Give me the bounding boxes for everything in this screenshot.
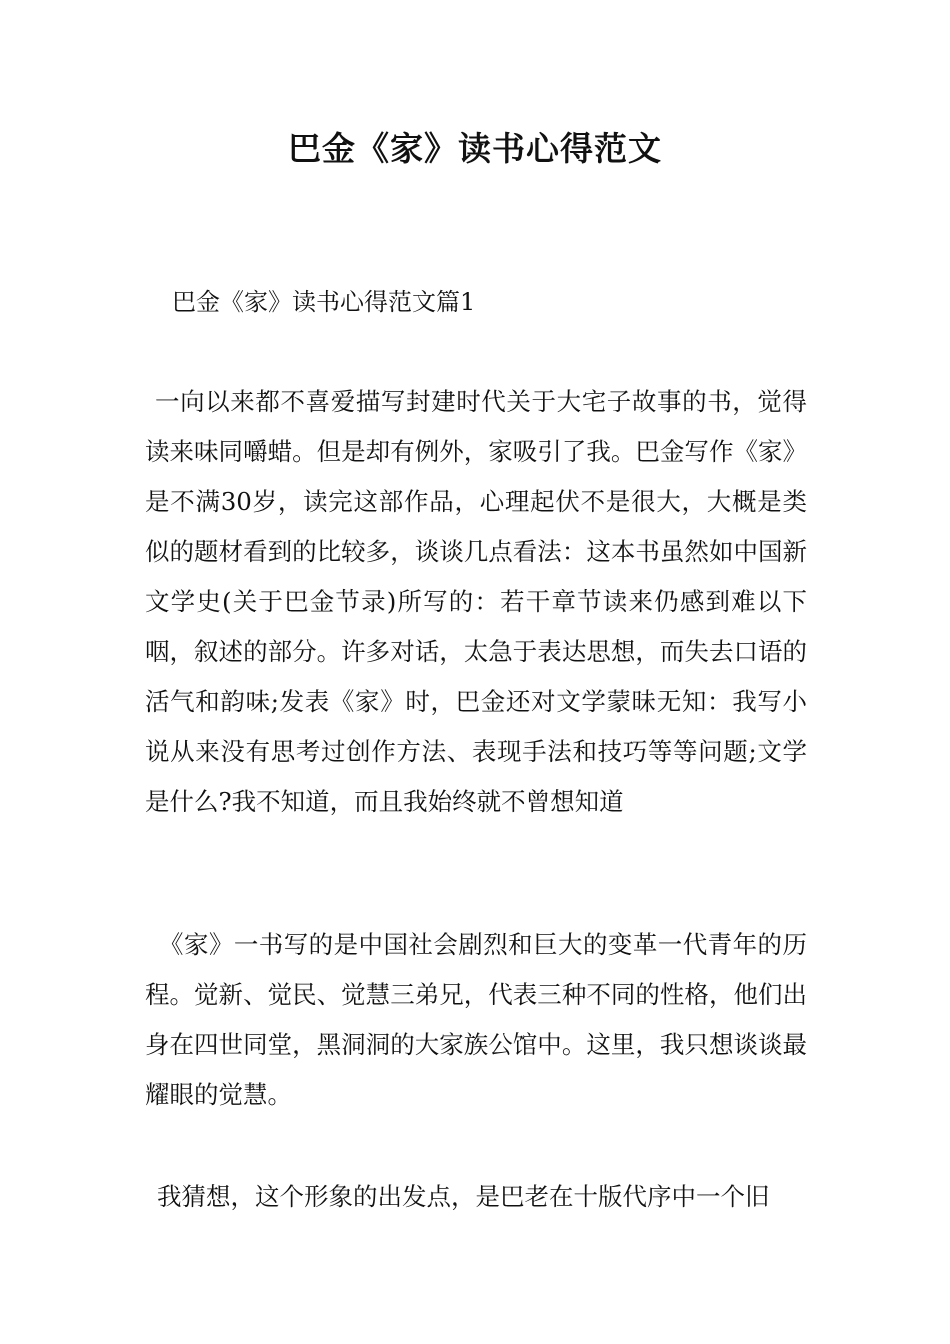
paragraph-2: 《家》一书写的是中国社会剧烈和巨大的变革一代青年的历程。觉新、觉民、觉慧三弟兄，代表三种不同的性格，他们出身在四世同堂，黑洞洞的大家族公馆中。这里，我只想谈谈最耀眼的觉慧。: [145, 930, 807, 1109]
paragraph-1: 一向以来都不喜爱描写封建时代关于大宅子故事的书，觉得读来味同嚼蜡。但是却有例外，家吸引了我。巴金写作《家》是不满30岁，读完这部作品，心理起伏不是很大，大概是类似的题材看到的比较多，谈谈几点看法：这本书虽然如中国新文学史(关于巴金节录)所写的：若干章节读来仍感到难以下咽，叙述的部分。许多对话，太急于表达思想，而失去口语的活气和韵味;发表《家》时，巴金还对文学蒙昧无知：我写小说从来没有思考过创作方法、表现手法和技巧等等问题;文学是什么?我不知道，而且我始终就不曾想知道: [145, 387, 807, 816]
paragraph-3: 我猜想，这个形象的出发点，是巴老在十版代序中一个旧: [157, 1182, 770, 1211]
section-heading: 巴金《家》读书心得范文篇1: [172, 288, 476, 316]
document-title: 巴金《家》读书心得范文: [288, 129, 662, 168]
